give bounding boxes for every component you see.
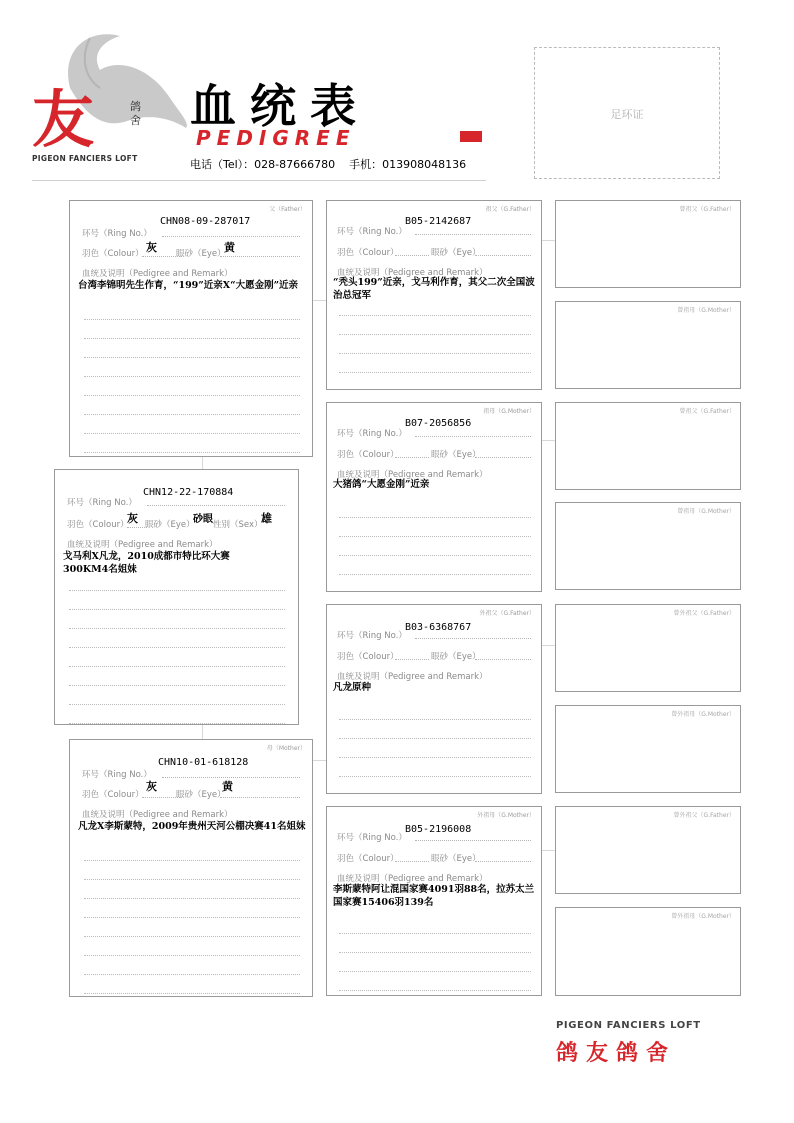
sex-label: 性别（Sex）	[213, 520, 263, 530]
ring-certificate-box	[534, 47, 720, 179]
grandfather-maternal-card	[326, 604, 542, 794]
grandfather-paternal-ring: B05-2142687	[405, 216, 472, 227]
father-ring-value: CHN08-09-287017	[160, 216, 251, 227]
ring-label: 环号（Ring No.）	[337, 429, 407, 439]
father-colour-value: 灰	[146, 241, 157, 254]
eye-label: 眼砂（Eye）	[431, 652, 481, 662]
grandmother-paternal-remark: 大猪鸽“大愿金刚”近亲	[333, 479, 430, 490]
connector	[541, 240, 555, 241]
great-grandparent-card	[555, 200, 741, 288]
father-remark: 台湾李锦明先生作育，“199”近亲X“大愿金刚”近亲	[78, 280, 299, 291]
title-cn: 血统表	[190, 79, 370, 133]
mother-card	[69, 739, 313, 997]
great-tag: 曾祖母（G.Mother）	[677, 307, 735, 314]
ring-certificate-label: 足环证	[610, 108, 644, 121]
connector	[541, 850, 555, 851]
great-tag: 曾祖母（G.Mother）	[677, 508, 735, 515]
great-tag: 曾祖父（G.Father）	[679, 206, 735, 213]
colour-label: 羽色（Colour）	[67, 520, 129, 530]
title-en: PEDIGREE	[196, 126, 356, 150]
connector	[202, 724, 203, 740]
grandfather-maternal-remark: 凡龙原种	[333, 682, 372, 693]
grandmother-maternal-card	[326, 806, 542, 996]
mother-remark: 凡龙X李斯蒙特，2009年贵州天河公棚决赛41名姐妹	[78, 821, 306, 832]
colour-label: 羽色（Colour）	[337, 248, 399, 258]
ring-label: 环号（Ring No.）	[337, 227, 407, 237]
grandmother-maternal-remark: 李斯蒙特阿让混国家赛4091羽88名，拉苏太兰国家赛15406羽139名	[333, 884, 535, 908]
mother-ring-value: CHN10-01-618128	[158, 757, 249, 768]
great-tag: 曾外祖父（G.Father）	[673, 610, 735, 617]
ring-label: 环号（Ring No.）	[82, 229, 152, 239]
colour-label: 羽色（Colour）	[337, 854, 399, 864]
logo-side-text: 鸽舍	[130, 100, 141, 127]
great-tag: 曾外祖母（G.Mother）	[671, 913, 735, 920]
main-eye-value: 砂眼	[193, 514, 213, 525]
main-ring-value: CHN12-22-170884	[143, 487, 234, 498]
remark-label: 血统及说明（Pedigree and Remark）	[337, 268, 488, 278]
grandfather-tag: 外祖父（G.Father）	[479, 610, 535, 617]
eye-label: 眼砂（Eye）	[431, 248, 481, 258]
colour-label: 羽色（Colour）	[337, 450, 399, 460]
great-grandparent-card	[555, 402, 741, 490]
ring-label: 环号（Ring No.）	[67, 498, 137, 508]
grandmother-tag: 外祖母（G.Mother）	[477, 812, 535, 819]
remark-label: 血统及说明（Pedigree and Remark）	[337, 874, 488, 884]
eye-label: 眼砂（Eye）	[176, 790, 226, 800]
connector	[312, 300, 326, 301]
grandfather-maternal-ring: B03-6368767	[405, 622, 472, 633]
logo	[30, 28, 190, 178]
footer-brand-cn: 鸽友鸽舍	[556, 1041, 677, 1066]
connector	[541, 645, 555, 646]
eye-label: 眼砂（Eye）	[431, 450, 481, 460]
colour-label: 羽色（Colour）	[82, 249, 144, 259]
great-grandparent-card	[555, 604, 741, 692]
ring-label: 环号（Ring No.）	[82, 770, 152, 780]
ring-label: 环号（Ring No.）	[337, 631, 407, 641]
grandmother-maternal-ring: B05-2196008	[405, 824, 472, 835]
grandfather-paternal-card	[326, 200, 542, 390]
ring-label: 环号（Ring No.）	[337, 833, 407, 843]
contact-info: 电话（Tel）：028-87666780 手机：013908048136	[190, 158, 467, 171]
logo-character: 友	[32, 83, 95, 156]
grandfather-paternal-remark: “秃头199”近亲，戈马利作育，其父二次全国波治总冠军	[333, 277, 535, 301]
colour-label: 羽色（Colour）	[337, 652, 399, 662]
grandmother-tag: 祖母（G.Mother）	[483, 408, 535, 415]
footer-brand-en: PIGEON FANCIERS LOFT	[556, 1020, 701, 1031]
remark-label: 血统及说明（Pedigree and Remark）	[82, 269, 233, 279]
remark-label: 血统及说明（Pedigree and Remark）	[337, 672, 488, 682]
great-grandparent-card	[555, 806, 741, 894]
father-eye-value: 黄	[224, 241, 235, 254]
mother-tag: 母（Mother）	[266, 745, 306, 752]
grandmother-paternal-card	[326, 402, 542, 592]
main-card	[54, 469, 299, 725]
great-grandparent-card	[555, 907, 741, 996]
great-tag: 曾外祖母（G.Mother）	[671, 711, 735, 718]
main-colour-value: 灰	[127, 512, 138, 525]
connector	[541, 440, 555, 441]
remark-label: 血统及说明（Pedigree and Remark）	[82, 810, 233, 820]
father-tag: 父（Father）	[269, 206, 306, 213]
connector	[312, 760, 326, 761]
colour-label: 羽色（Colour）	[82, 790, 144, 800]
title-red-bar	[460, 131, 482, 142]
grandmother-paternal-ring: B07-2056856	[405, 418, 472, 429]
main-remark: 戈马利X凡龙，2010成都市特比环大赛300KM4名姐妹	[63, 551, 230, 575]
great-grandparent-card	[555, 502, 741, 590]
great-tag: 曾外祖父（G.Father）	[673, 812, 735, 819]
grandfather-tag: 祖父（G.Father）	[485, 206, 535, 213]
remark-label: 血统及说明（Pedigree and Remark）	[67, 540, 218, 550]
eye-label: 眼砂（Eye）	[145, 520, 195, 530]
connector	[202, 456, 203, 470]
eye-label: 眼砂（Eye）	[431, 854, 481, 864]
logo-caption: PIGEON FANCIERS LOFT	[32, 154, 138, 163]
remark-label: 血统及说明（Pedigree and Remark）	[337, 470, 488, 480]
father-card	[69, 200, 313, 457]
mother-colour-value: 灰	[146, 780, 157, 793]
mother-eye-value: 黄	[222, 780, 233, 793]
great-grandparent-card	[555, 301, 741, 389]
great-tag: 曾祖父（G.Father）	[679, 408, 735, 415]
header-divider	[32, 180, 486, 181]
eye-label: 眼砂（Eye）	[176, 249, 226, 259]
main-sex-value: 雄	[261, 512, 272, 525]
great-grandparent-card	[555, 705, 741, 793]
